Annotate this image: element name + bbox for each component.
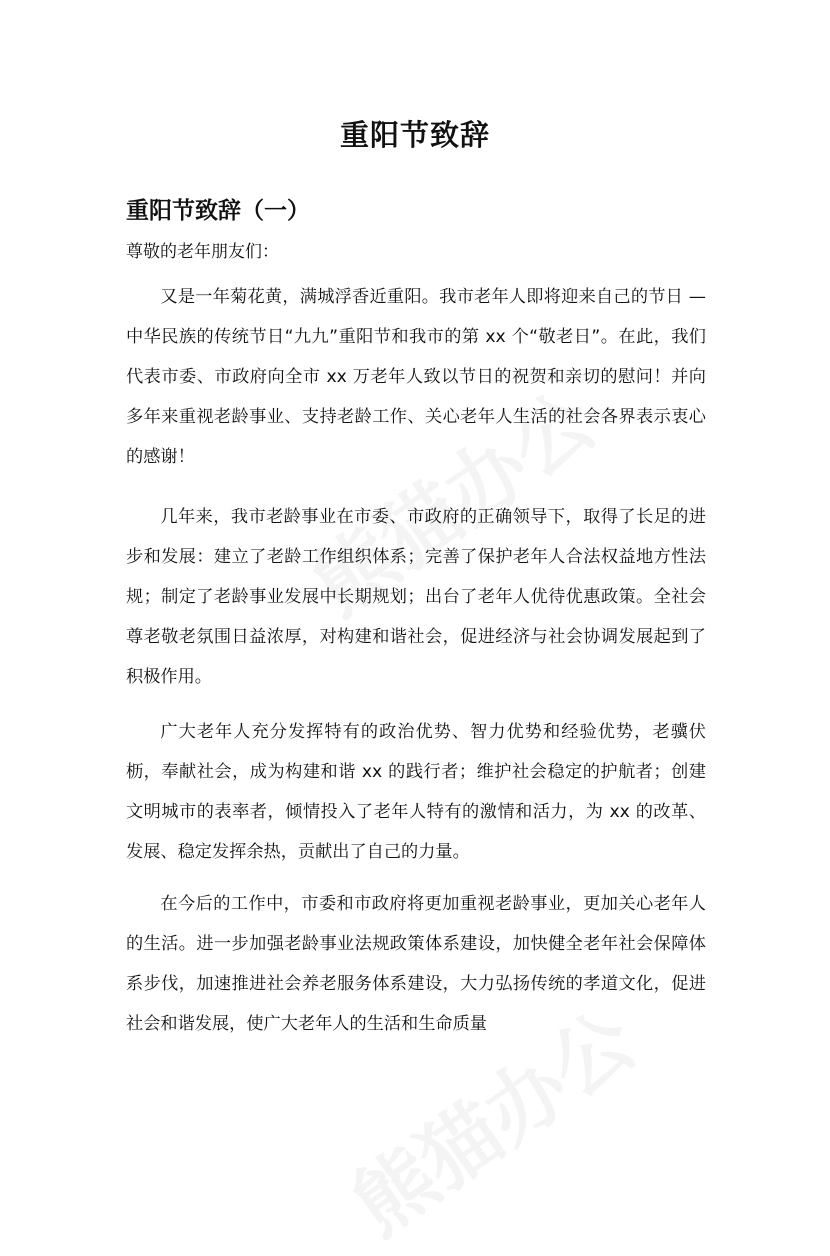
section-heading: 重阳节致辞（一） [126, 198, 310, 224]
paragraph: 又是一年菊花黄，满城浮香近重阳。我市老年人即将迎来自己的节日 — 中华民族的传统节日“九九”重阳节和我市的第 xx 个“敬老日”。在此，我们代表市委、市政府向全市 xx 万老年人致以节日的祝贺和亲切的慰问！并向多年来重视老龄事业、支持老龄工作、关心老年人生活的社会各界表示衷心的感谢！ [126, 287, 706, 467]
document-title: 重阳节致辞 [339, 118, 490, 152]
paragraph: 广大老年人充分发挥特有的政治优势、智力优势和经验优势，老骥伏枥，奉献社会，成为构建和谐 xx 的践行者；维护社会稳定的护航者；创建文明城市的表率者，倾情投入了老年人特有的激情和活力，为 xx 的改革、发展、稳定发挥余热，贡献出了自己的力量。 [126, 722, 706, 862]
paragraph: 几年来，我市老龄事业在市委、市政府的正确领导下，取得了长足的进步和发展：建立了老龄工作组织体系；完善了保护老年人合法权益地方性法规；制定了老龄事业发展中长期规划；出台了老年人优待优惠政策。全社会尊老敬老氛围日益浓厚，对构建和谐社会，促进经济与社会协调发展起到了积极作用。 [126, 507, 706, 687]
paragraph: 在今后的工作中，市委和市政府将更加重视老龄事业，更加关心老年人的生活。进一步加强老龄事业法规政策体系建设，加快健全老年社会保障体系步伐，加速推进社会养老服务体系建设，大力弘扬传统的孝道文化，促进社会和谐发展，使广大老年人的生活和生命质量 [126, 894, 706, 1034]
salutation: 尊敬的老年朋友们： [126, 242, 279, 262]
